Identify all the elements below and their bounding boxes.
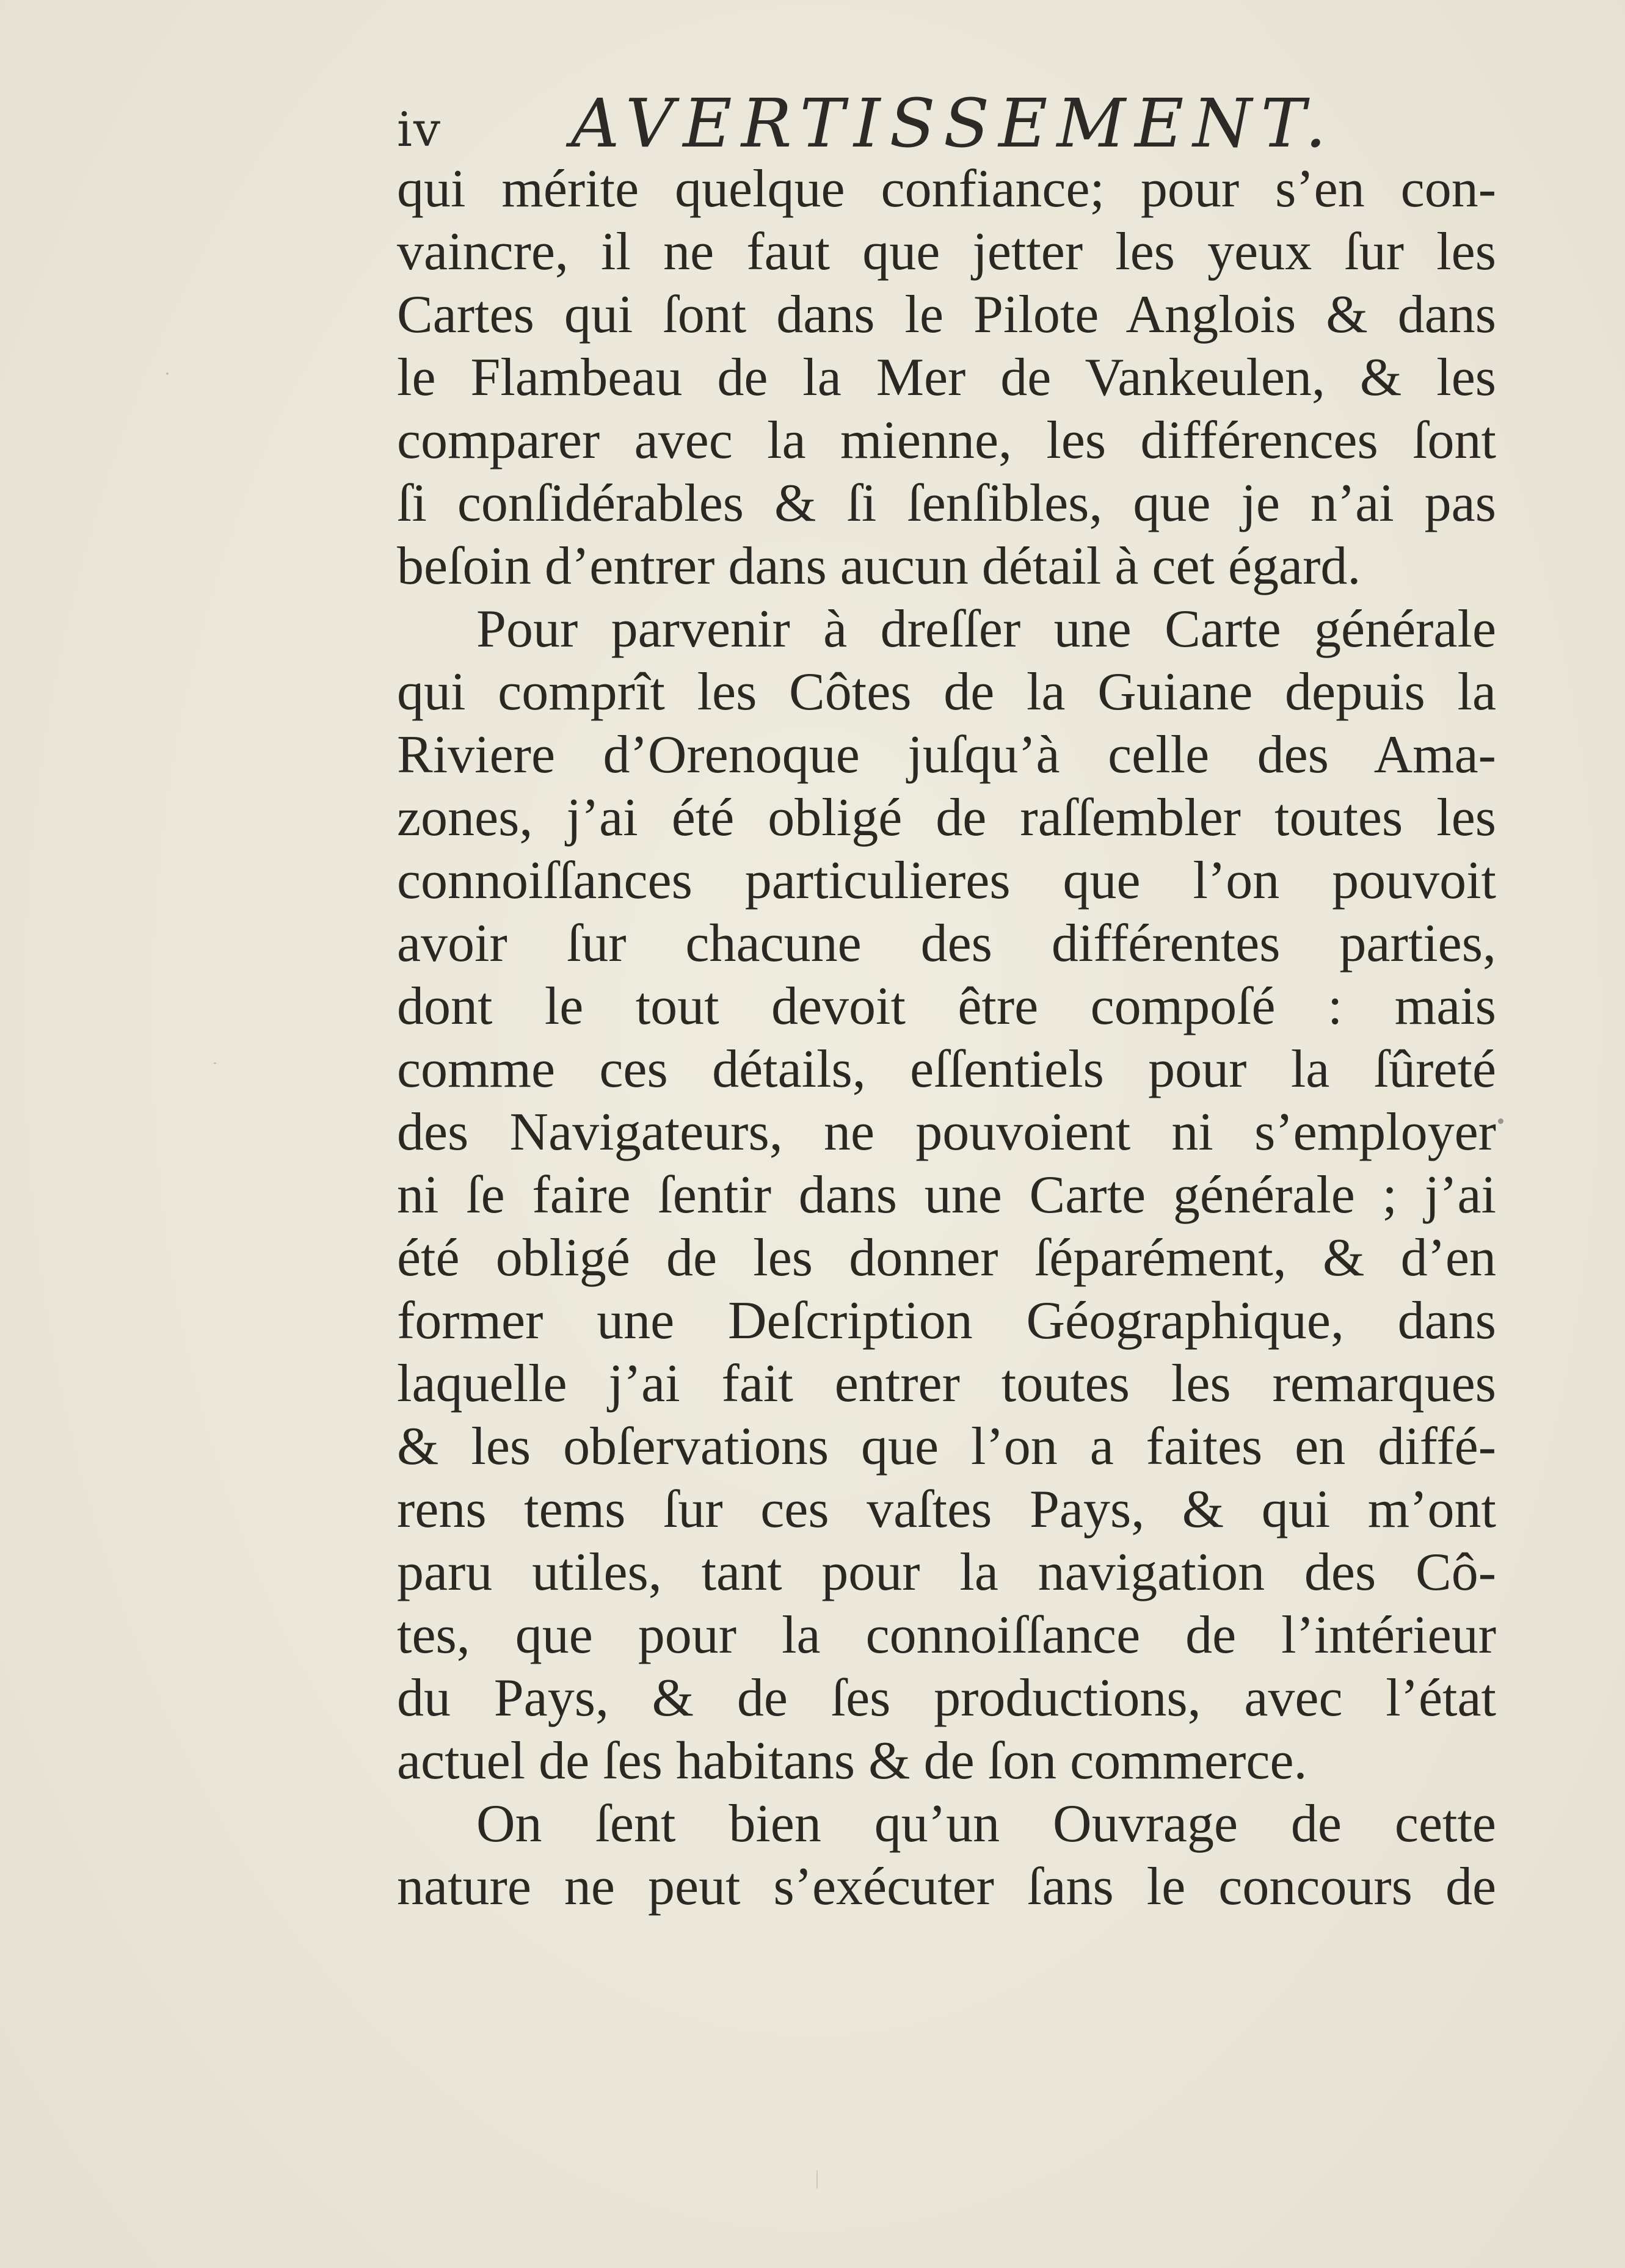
text-line: dont le tout devoit être compoſé : mais (397, 977, 1496, 1036)
text-line: paru utiles, tant pour la navigation des Cô- (397, 1543, 1496, 1602)
text-line: tes, que pour la connoiſſance de l’intérieur (397, 1606, 1496, 1665)
text-line: qui comprît les Côtes de la Guiane depuis la (397, 662, 1496, 722)
text-line: actuel de ſes habitans & de ſon commerce. (397, 1731, 1307, 1791)
text-line: & les obſervations que l’on a faites en diffé- (397, 1417, 1496, 1476)
text-line: ſi conſidérables & ſi ſenſibles, que je n’ai pas (397, 474, 1496, 533)
text-line: zones, j’ai été obligé de raſſembler toutes les (397, 788, 1496, 847)
text-line: des Navigateurs, ne pouvoient ni s’employer (397, 1103, 1496, 1162)
text-line: laquelle j’ai fait entrer toutes les remarques (397, 1354, 1496, 1413)
paper-speck (1498, 1118, 1503, 1124)
text-line: On ſent bien qu’un Ouvrage de cette (476, 1794, 1496, 1853)
page-number: iv (397, 103, 442, 158)
text-line: Cartes qui ſont dans le Pilote Anglois & dans (397, 285, 1496, 344)
text-line: vaincre, il ne faut que jetter les yeux ſur les (397, 222, 1496, 281)
text-line: été obligé de les donner ſéparément, & d’en (397, 1228, 1496, 1288)
text-line: former une Deſcription Géographique, dans (397, 1291, 1496, 1350)
text-line: qui mérite quelque confiance; pour s’en con- (397, 159, 1496, 219)
text-line: comme ces détails, eſſentiels pour la ſûreté (397, 1040, 1496, 1099)
text-line: Riviere d’Orenoque juſqu’à celle des Ama- (397, 725, 1496, 784)
page-header (397, 84, 1496, 162)
text-line: avoir ſur chacune des différentes parties, (397, 914, 1496, 973)
running-title: AVERTISSEMENT. (571, 84, 1336, 162)
text-line: nature ne peut s’exécuter ſans le concours de (397, 1857, 1496, 1916)
body-text (397, 158, 1496, 1918)
paper-speck (166, 372, 169, 375)
text-line: Pour parvenir à dreſſer une Carte générale (476, 600, 1496, 659)
paper-speck (214, 1062, 216, 1064)
text-line: connoiſſances particulieres que l’on pouvoit (397, 851, 1496, 910)
text-line: beſoin d’entrer dans aucun détail à cet égard. (397, 537, 1361, 596)
text-line: rens tems ſur ces vaſtes Pays, & qui m’ont (397, 1480, 1496, 1539)
text-line: le Flambeau de la Mer de Vankeulen, & les (397, 348, 1496, 407)
paper-speck (816, 2170, 818, 2189)
text-line: du Pays, & de ſes productions, avec l’état (397, 1668, 1496, 1728)
text-line: ni ſe faire ſentir dans une Carte générale ; j’ai (397, 1165, 1496, 1225)
text-line: comparer avec la mienne, les différences ſont (397, 411, 1496, 470)
